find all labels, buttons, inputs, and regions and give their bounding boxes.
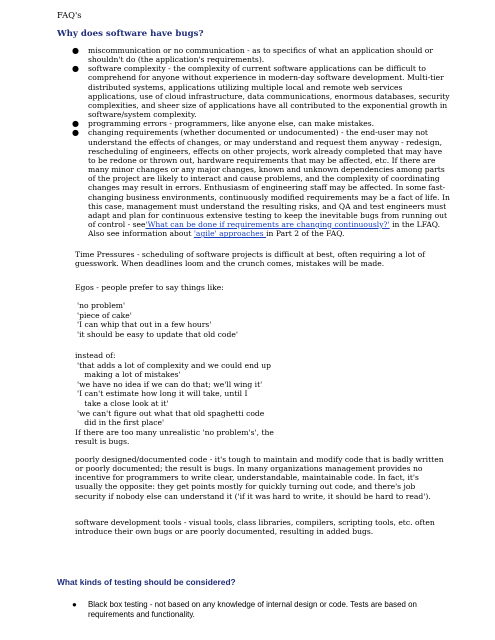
instead-line: result is bugs. [75, 437, 130, 447]
list-item: ● Black box testing - not based on any knowledge of internal design or code. Tests are based on requirements and functionality. [72, 600, 417, 619]
list-item: ● software complexity - the complexity of current software applications can be difficult to comprehend for anyone without experience in modern-day software development. Multi-tier distributed systems, applications utilizing multiple local and remote web services applications, use of cloud infrastructure, data communications, enormous databases, security complexities, and sheer size of applications have all contributed to the exponential growth in software/system complexity. [72, 64, 450, 120]
instead-line: 'that adds a lot of complexity and we could end up [77, 360, 271, 370]
egos-instead-block [75, 351, 435, 447]
time-pressures-paragraph: Time Pressures - scheduling of software projects is difficult at best, often requiring a lot of guesswork. When deadlines loom and the crunch comes, mistakes will be made. [75, 250, 426, 269]
instead-line: did in the first place' [77, 418, 165, 428]
list-item: ● changing requirements (whether documented or undocumented) - the end-user may not understand the effects of changes, or may understand and request them anyway - redesign, rescheduling of engineers, effects on other projects, work already completed that may have to be redone or thrown out, hardware requirements that may be affected, etc. If there are many minor changes or any major changes, known and unknown dependencies among parts of the project are likely to interact and cause problems, and the complexity of coordinating changes may result in errors. Enthusiasm of engineering staff may be affected. In some fast-changing business environments, continuously modified requirements may be a fact of life. In this case, management must understand the resulting risks, and QA and test engineers must adapt and plan for continuous extensive testing to keep the inevitable bugs from running out of control - see'What can be done if requirements are changing continuously?' in the LFAQ. Also see information about 'agile' approaches in Part 2 of the FAQ. [72, 128, 450, 239]
instead-line: If there are too many unrealistic 'no problem's', the [75, 427, 274, 437]
bullet-icon: ● [72, 46, 79, 55]
bullet-icon: ● [72, 119, 79, 129]
section-heading-bugs: Why does software have bugs? [57, 29, 204, 39]
section-heading-testing: What kinds of testing should be considered? [57, 577, 236, 587]
quote-line: 'I can whip that out in a few hours' [77, 320, 212, 330]
link-agile-approaches[interactable]: 'agile' approaches [193, 229, 267, 239]
list-item: ● miscommunication or no communication - as to specifics of what an application should or shouldn't do (the application's requirements). [72, 46, 433, 65]
testing-bullet-list [57, 600, 452, 620]
quote-line: 'it should be easy to update that old code' [77, 329, 238, 339]
instead-line: take a close look at it' [77, 398, 169, 408]
bugs-bullet-list [57, 46, 452, 238]
quote-line: 'no problem' [77, 301, 126, 310]
bullet-icon: ● [72, 128, 79, 138]
instead-label: instead of: [75, 351, 116, 360]
egos-quotes [77, 301, 437, 339]
instead-line: 'I can't estimate how long it will take, until I [77, 389, 248, 399]
list-item: ● programming errors - programmers, like anyone else, can make mistakes. [72, 119, 375, 129]
egos-intro: Egos - people prefer to say things like: [75, 283, 224, 292]
quote-line: 'piece of cake' [77, 310, 132, 320]
instead-line: 'we can't figure out what that old spaghetti code [77, 408, 265, 418]
page-header-title: FAQ's [57, 10, 82, 20]
instead-line: making a lot of mistakes' [77, 370, 181, 380]
link-changing-requirements[interactable]: 'What can be done if requirements are changing continuously?' [145, 219, 390, 229]
poorly-documented-paragraph: poorly designed/documented code - it's tough to maintain and modify code that is badly written or poorly documented; the result is bugs. In many organizations management provides no incentive for programmers to write clear, understandable, maintainable code. In fact, it's usually the opposite: they get points mostly for quickly turning out code, and there's job security if nobody else can understand it ('if it was hard to write, it should be hard to read'). [75, 455, 444, 501]
instead-line: 'we have no idea if we can do that; we'll wing it' [77, 379, 263, 389]
bullet-icon: ● [72, 600, 77, 609]
bullet-icon: ● [72, 64, 79, 74]
dev-tools-paragraph: software development tools - visual tools, class libraries, compilers, scripting tools, etc. often introduce their own bugs or are poorly documented, resulting in added bugs. [75, 518, 435, 537]
